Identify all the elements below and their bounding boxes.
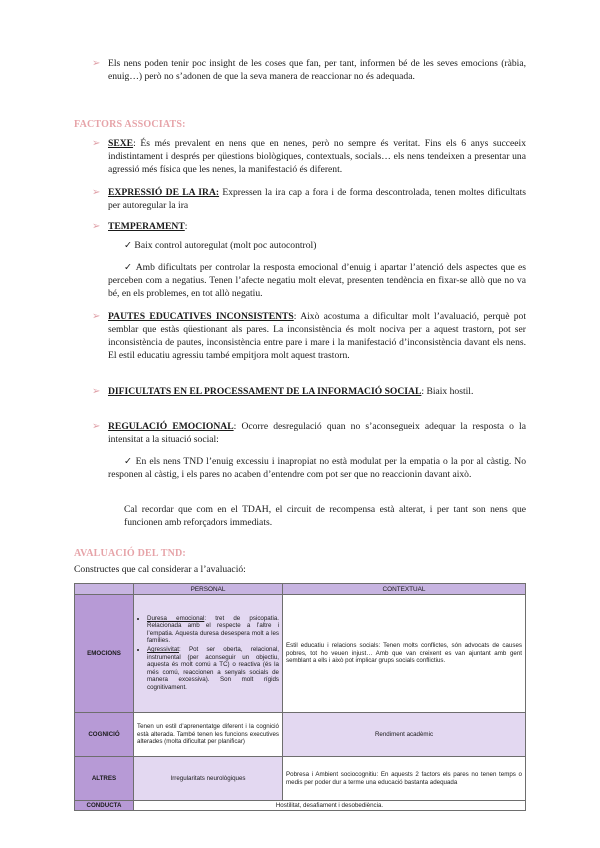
factors-heading: FACTORS ASSOCIATS: <box>74 119 186 130</box>
duresa-text: : tret de psicopatia. Relacionada amb el respecte a l’altre i l’empatia. Aquesta duresa desespera molt a les famílies. <box>147 614 280 645</box>
row-header-altres: ALTRES <box>75 757 134 801</box>
intro-paragraph: Els nens poden tenir poc insight de les coses que fan, per tant, informen bé de les seves emocions (ràbia, enuig…) però no s’adonen de que la seva manera de reaccionar no és adequada. <box>108 58 526 82</box>
row-header-cognicio: COGNICIÓ <box>75 713 134 757</box>
regulacio-text: : Ocorre desregulació quan no s’aconsegueix adequar la resposta o la intensitat a la situació social: <box>108 421 526 445</box>
regulacio-note: Cal recordar que com en el TDAH, el circuit de recompensa està alterat, i per tant son nens que funcionen amb reforçadors immediats. <box>124 504 526 528</box>
altres-contextual-cell: Pobresa i Ambient sociocognitiu: En aquests 2 factors els pares no tenen temps o medis per poder dur a terme una educació bastanta adequada <box>283 757 526 801</box>
col-header-personal: PERSONAL <box>134 584 283 595</box>
pautes-key: PAUTES EDUCATIVES INCONSISTENTS <box>108 311 294 322</box>
duresa-title: Duresa emocional <box>147 614 205 622</box>
arrow-bullet-icon: ➢ <box>92 58 101 69</box>
cognicio-contextual-cell: Rendiment acadèmic <box>283 713 526 757</box>
dificultats-text: : Biaix hostil. <box>421 386 474 397</box>
temperament-check-1: ✓ Baix control autoregulat (molt poc autocontrol) <box>124 240 317 251</box>
temperament-key: TEMPERAMENT <box>108 221 185 232</box>
avaluacio-heading: AVALUACIÓ DEL TND: <box>74 548 186 559</box>
agressivitat-text: : Pot ser oberta, relacional, instrumental (per aconseguir un objectiu, aquesta és molt comú a TC) o reactiva (és la més comú, reaccionen a senyals socials de manera excessiva). Son molt rígids cognitivament. <box>147 645 279 691</box>
regulacio-paragraph <box>108 420 526 446</box>
regulacio-check-1: ✓ En els nens TND l’enuig excessiu i inapropiat no està modulat per la empatia o la por al càstig. No responen al càstig, i els pares no acaben d’entendre com pot ser que no reaccionin davant això. <box>108 456 526 480</box>
arrow-bullet-icon: ➢ <box>92 311 101 322</box>
arrow-bullet-icon: ➢ <box>92 221 101 232</box>
dificultats-key: DIFICULTATS EN EL PROCESSAMENT DE LA INFORMACIÓ SOCIAL <box>108 386 422 397</box>
cognicio-personal-cell: Tenen un estil d’aprenentatge diferent i la cognició està alterada. També tenen les funcions executives alterades (molta dificultat per planificar) <box>134 713 283 757</box>
ira-key: EXPRESSIÓ DE LA IRA: <box>108 187 220 198</box>
table-row-cognicio <box>75 713 526 757</box>
emocions-contextual-cell: Estil educatiu i relacions socials: Tenen molts conflictes, són advocats de causes pobres, tot ho veuen injust… Amb que van creixent es van ajuntant amb gent semblant a ells i això pot implicar grups socials conflictius. <box>283 595 526 713</box>
list-item <box>147 646 279 692</box>
arrow-bullet-icon: ➢ <box>92 421 101 432</box>
temperament-paragraph <box>108 220 526 233</box>
ira-paragraph <box>108 186 526 212</box>
arrow-bullet-icon: ➢ <box>92 187 101 198</box>
sexe-key: SEXE <box>108 138 134 149</box>
conducta-cell: Hostilitat, desafiament i desobediència. <box>134 801 526 811</box>
agressivitat-title: Agressivitat <box>147 645 179 653</box>
list-item <box>147 615 279 645</box>
sexe-paragraph <box>108 137 526 176</box>
table-header-row <box>75 584 526 595</box>
pautes-text: : Això acostuma a dificultar molt l’avaluació, perquè pot semblar que estàs qüestionant als pares. La inconsistència és molt nociva per a aquest trastorn, pot ser inconsistència de pautes, inconsistència entre pare i mare i la manifestació d’inconsistència davant els nens. El estil educatiu agressiu també empitjora molt aquest trastorn. <box>108 311 527 361</box>
row-header-emocions: EMOCIONS <box>75 595 134 713</box>
row-header-conducta: CONDUCTA <box>75 801 134 811</box>
table-row-conducta <box>75 801 526 811</box>
ira-text: Expressen la ira cap a fora i de forma descontrolada, tenen moltes dificultats per autoregular la ira <box>108 187 526 211</box>
table-row-altres <box>75 757 526 801</box>
altres-personal-cell: Irregularitats neurològiques <box>134 757 283 801</box>
sexe-text: : És més prevalent en nens que en nenes, però no sempre és veritat. Fins els 6 anys succeeix indistintament i després per qüestions biològiques, contextuals, socials… els nens tendeixen a presentar una agressió més física que les nenes, la manifestació és diferent. <box>108 138 526 175</box>
pautes-paragraph <box>108 310 526 362</box>
temperament-text: : <box>184 221 188 232</box>
table-corner-cell <box>75 584 134 595</box>
col-header-contextual: CONTEXTUAL <box>283 584 526 595</box>
avaluacio-subtitle: Constructes que cal considerar a l’avaluació: <box>74 564 246 575</box>
constructes-table <box>74 583 526 811</box>
regulacio-key: REGULACIÓ EMOCIONAL <box>108 421 234 432</box>
table-row-emocions <box>75 595 526 713</box>
arrow-bullet-icon: ➢ <box>92 138 101 149</box>
arrow-bullet-icon: ➢ <box>92 386 101 397</box>
emocions-personal-cell <box>134 595 283 713</box>
dificultats-paragraph <box>108 385 526 398</box>
temperament-check-2: ✓ Amb dificultats per controlar la resposta emocional d’enuig i apartar l’atenció dels aspectes que es perceben com a negatius. Tenen l’afecte negatiu molt elevat, presenten tendència en fixar-se allò que no va bé, en els problemes, en tot allò negatiu. <box>108 262 526 299</box>
